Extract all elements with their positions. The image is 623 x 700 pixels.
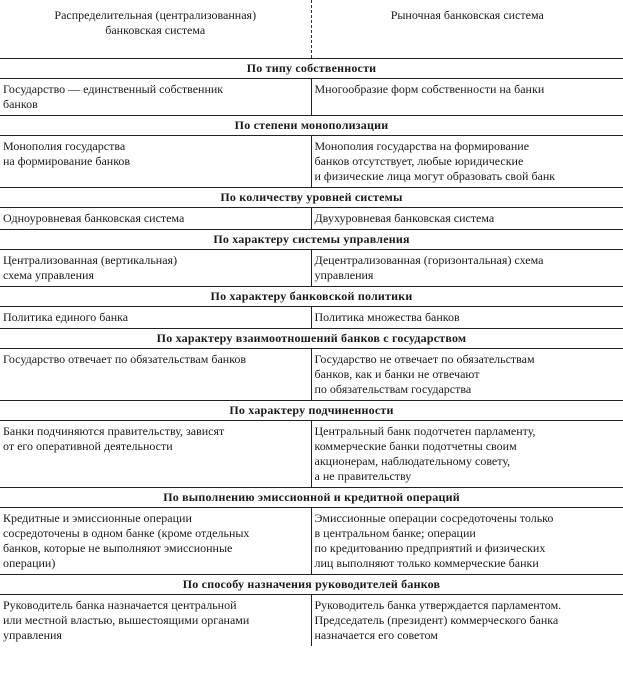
market-cell: [311, 595, 623, 647]
cell-text-line: Децентрализованная (горизонтальная) схема: [314, 253, 544, 267]
market-cell: [311, 349, 623, 401]
section-heading-row: [0, 401, 623, 421]
section-title: По характеру взаимоотношений банков с государством: [0, 329, 623, 349]
cell-text-line: Двухуровневая банковская система: [314, 211, 495, 225]
distributive-cell: [0, 595, 311, 647]
section-title: По характеру системы управления: [0, 230, 623, 250]
cell-text-line: управления: [3, 628, 62, 642]
distributive-cell: [0, 79, 311, 116]
cell-text-line: акционерам, наблюдательному совету,: [314, 454, 511, 468]
cell-text-line: по обязательствам государства: [314, 382, 472, 396]
cell-text-line: схема управления: [3, 268, 94, 282]
section-heading-row: [0, 575, 623, 595]
distributive-cell: [0, 508, 311, 575]
comparison-row: [0, 79, 623, 116]
comparison-row: [0, 421, 623, 488]
comparison-row: [0, 136, 623, 188]
cell-text-line: Централизованная (вертикальная): [3, 253, 178, 267]
market-cell: [311, 250, 623, 287]
market-cell: [311, 136, 623, 188]
table-header-row: [0, 0, 623, 59]
cell-text-line: назначается его советом: [314, 628, 438, 642]
section-title: По способу назначения руководителей банков: [0, 575, 623, 595]
distributive-cell: [0, 421, 311, 488]
cell-text-line: Политика единого банка: [3, 310, 129, 324]
cell-text-line: Председатель (президент) коммерческого банка: [314, 613, 559, 627]
section-heading-row: [0, 59, 623, 79]
cell-text-line: от его оперативной деятельности: [3, 439, 173, 453]
section-title: По степени монополизации: [0, 116, 623, 136]
cell-text-line: Монополия государства на формирование: [314, 139, 530, 153]
cell-text-line: Государство отвечает по обязательствам банков: [3, 352, 247, 366]
section-heading-row: [0, 188, 623, 208]
section-title: По типу собственности: [0, 59, 623, 79]
cell-text-line: Многообразие форм собственности на банки: [314, 82, 545, 96]
section-heading-row: [0, 230, 623, 250]
section-title: По характеру подчиненности: [0, 401, 623, 421]
distributive-cell: [0, 250, 311, 287]
cell-text-line: банков отсутствует, любые юридические: [314, 154, 524, 168]
cell-text-line: коммерческие банки подотчетны своим: [314, 439, 517, 453]
comparison-row: [0, 595, 623, 647]
distributive-cell: [0, 349, 311, 401]
section-heading-row: [0, 287, 623, 307]
comparison-row: [0, 349, 623, 401]
cell-text-line: Эмиссионные операции сосредоточены только: [314, 511, 554, 525]
cell-text-line: Государство не отвечает по обязательствам: [314, 352, 535, 366]
distributive-cell: [0, 208, 311, 230]
cell-text-line: по кредитованию предприятий и физических: [314, 541, 546, 555]
section-title: По выполнению эмиссионной и кредитной операций: [0, 488, 623, 508]
comparison-row: [0, 508, 623, 575]
section-title: По количеству уровней системы: [0, 188, 623, 208]
cell-text-line: Одноуровневая банковская система: [3, 211, 185, 225]
cell-text-line: Кредитные и эмиссионные операции: [3, 511, 192, 525]
cell-text-line: банков, как и банки не отвечают: [314, 367, 480, 381]
cell-text-line: Политика множества банков: [314, 310, 460, 324]
header-market-system: [311, 0, 623, 59]
market-cell: [311, 421, 623, 488]
cell-text-line: банков, которые не выполняют эмиссионные: [3, 541, 233, 555]
cell-text-line: и физические лица могут образовать свой банк: [314, 169, 556, 183]
market-cell: [311, 307, 623, 329]
cell-text-line: операции): [3, 556, 56, 570]
comparison-row: [0, 250, 623, 287]
header-left-line-1: Распределительная (централизованная): [54, 8, 257, 22]
cell-text-line: а не правительству: [314, 469, 412, 483]
comparison-row: [0, 307, 623, 329]
cell-text-line: Руководитель банка утверждается парламентом.: [314, 598, 562, 612]
cell-text-line: сосредоточены в одном банке (кроме отдельных: [3, 526, 250, 540]
market-cell: [311, 508, 623, 575]
section-title: По характеру банковской политики: [0, 287, 623, 307]
cell-text-line: лиц выполняют только коммерческие банки: [314, 556, 539, 570]
cell-text-line: Банки подчиняются правительству, зависят: [3, 424, 225, 438]
header-distributive-system: [0, 0, 311, 59]
cell-text-line: управления: [314, 268, 374, 282]
cell-text-line: в центральном банке; операции: [314, 526, 476, 540]
cell-text-line: Государство — единственный собственник: [3, 82, 224, 96]
cell-text-line: Центральный банк подотчетен парламенту,: [314, 424, 536, 438]
market-cell: [311, 208, 623, 230]
cell-text-line: или местной властью, вышестоящими органами: [3, 613, 250, 627]
market-cell: [311, 79, 623, 116]
header-left-line-2: банковская система: [105, 23, 206, 37]
cell-text-line: Монополия государства: [3, 139, 126, 153]
cell-text-line: Руководитель банка назначается центральной: [3, 598, 237, 612]
header-right-line-1: Рыночная банковская система: [390, 8, 544, 22]
comparison-row: [0, 208, 623, 230]
section-heading-row: [0, 116, 623, 136]
cell-text-line: банков: [3, 97, 38, 111]
section-heading-row: [0, 329, 623, 349]
cell-text-line: на формирование банков: [3, 154, 131, 168]
distributive-cell: [0, 307, 311, 329]
section-heading-row: [0, 488, 623, 508]
distributive-cell: [0, 136, 311, 188]
